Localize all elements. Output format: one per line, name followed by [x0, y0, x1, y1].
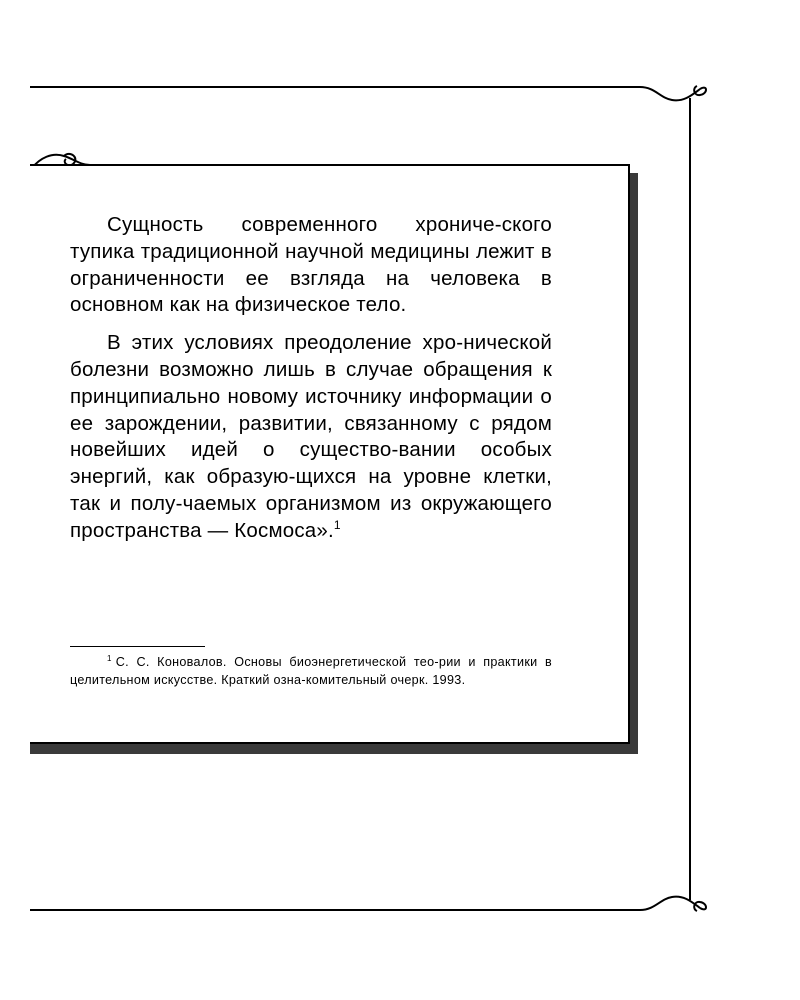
footnote	[70, 653, 552, 689]
bottom-rule	[30, 897, 700, 910]
body-text	[70, 212, 552, 545]
bottom-curl-icon	[694, 902, 706, 911]
top-curl-icon	[694, 86, 706, 95]
footnote-text: С. С. Коновалов. Основы биоэнергетической тео-рии и практики в целительном искусстве. Краткий озна-комительный очерк. 1993.	[70, 655, 552, 687]
paragraph-1: Сущность современного хрониче-ского тупика традиционной научной медицины лежит в ограниченности ее взгляда на человека в основном как на физическое тело.	[70, 213, 552, 317]
footnote-divider	[70, 646, 205, 647]
top-rule	[30, 87, 700, 100]
paragraph-2: В этих условиях преодоление хро-нической болезни возможно лишь в случае обращения к принципиально новому источнику информации о ее зарождении, развитии, связанному с рядом новейших идей о существо-вании особых энергий, как образую-щихся на уровне клетки, так и полу-чаемых организмом из окружающего пространства — Космоса».$^1$	[70, 331, 552, 542]
footnote-number: 1	[107, 653, 112, 663]
footnote-reference[interactable]: 1	[333, 517, 341, 532]
